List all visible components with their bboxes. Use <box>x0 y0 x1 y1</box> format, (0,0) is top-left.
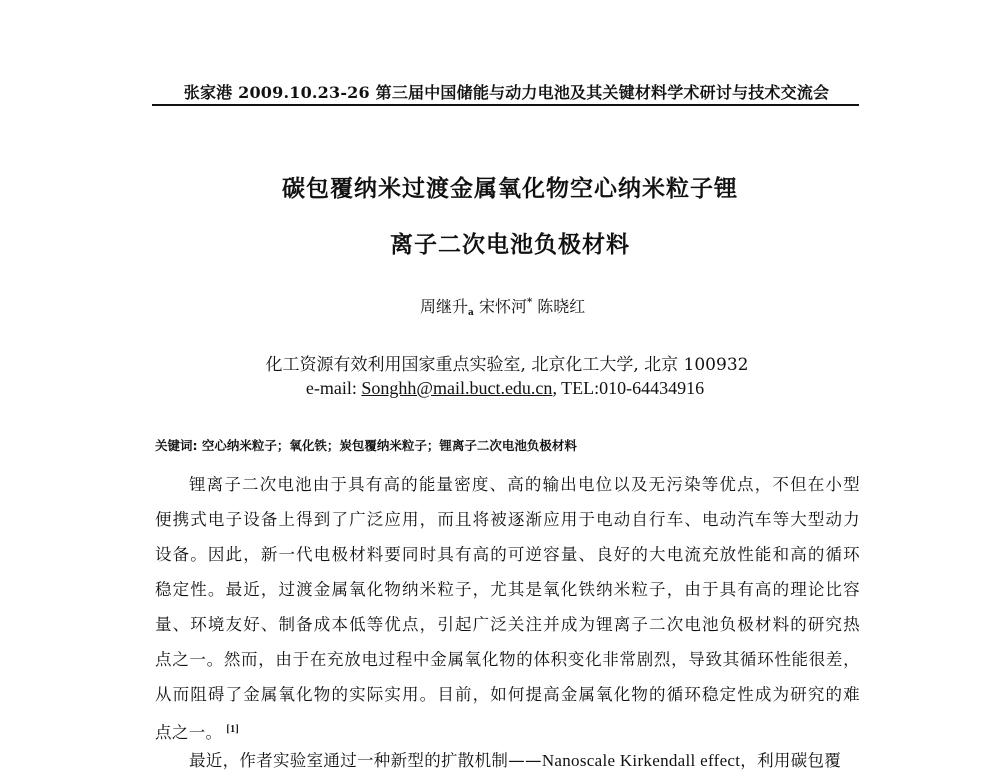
contact-line <box>5 378 1000 399</box>
contact-suffix: , TEL:010-64434916 <box>552 378 705 398</box>
keywords <box>155 436 577 454</box>
body-line: 锂离子二次电池由于具有高的能量密度、高的输出电位以及无污染等优点，不但在小型 <box>189 475 860 494</box>
email-link[interactable]: Songhh@mail.buct.edu.cn <box>361 378 553 398</box>
citation-ref[interactable]: [1] <box>226 724 240 735</box>
body-paragraph-2 <box>189 746 860 776</box>
body-paragraph-1 <box>155 470 860 750</box>
body-line: 便携式电子设备上得到了广泛应用，而且将被逐渐应用于电动自行车、电动汽车等大型动力 <box>155 510 860 529</box>
author-name: 周继升 <box>420 297 469 316</box>
running-header: 张家港 2009.10.23-26 第三届中国储能与动力电池及其关键材料学术研讨与技术交流会 <box>183 83 830 102</box>
body-line-text: 点之一。 <box>155 723 223 742</box>
corresponding-author-mark: * <box>526 297 533 308</box>
body-line: 点之一。然而，由于在充放电过程中金属氧化物的体积变化非常剧烈，导致其循环性能很差， <box>155 650 860 669</box>
body-line: 量、环境友好、制备成本低等优点，引起广泛关注并成为锂离子二次电池负极材料的研究热 <box>155 615 860 634</box>
keywords-label: 关键词: <box>155 438 202 453</box>
affiliation: 化工资源有效利用国家重点实验室, 北京化工大学, 北京 100932 <box>265 355 749 375</box>
author-mark: a <box>468 308 474 318</box>
author-name: 陈晓红 <box>537 297 586 316</box>
body-line: 稳定性。最近，过渡金属氧化物纳米粒子，尤其是氧化铁纳米粒子，由于具有高的理论比容 <box>155 580 860 599</box>
body-line: 从而阻碍了金属氧化物的实际实用。目前，如何提高金属氧化物的循环稳定性成为研究的难 <box>155 685 860 704</box>
author-name: 宋怀河 <box>478 297 527 316</box>
contact-prefix: e-mail: <box>305 378 362 398</box>
keywords-list: 空心纳米粒子；氧化铁；炭包覆纳米粒子；锂离子二次电池负极材料 <box>201 438 577 453</box>
para2-text-start: 最近，作者实验室通过一种新型的扩散机制—— <box>189 751 542 770</box>
paper-title-line-2: 离子二次电池负极材料 <box>390 232 630 258</box>
body-line: 设备。因此，新一代电极材料要同时具有高的可逆容量、良好的大电流充放性能和高的循环 <box>155 545 860 564</box>
body-line-last <box>155 715 860 750</box>
header-rule <box>152 104 859 106</box>
paper-title-line-1: 碳包覆纳米过渡金属氧化物空心纳米粒子锂 <box>282 176 738 202</box>
para2-latin-term: Nanoscale Kirkendall effect <box>541 751 741 770</box>
para2-text-end: ，利用碳包覆 <box>740 751 842 770</box>
author-list <box>420 294 585 318</box>
